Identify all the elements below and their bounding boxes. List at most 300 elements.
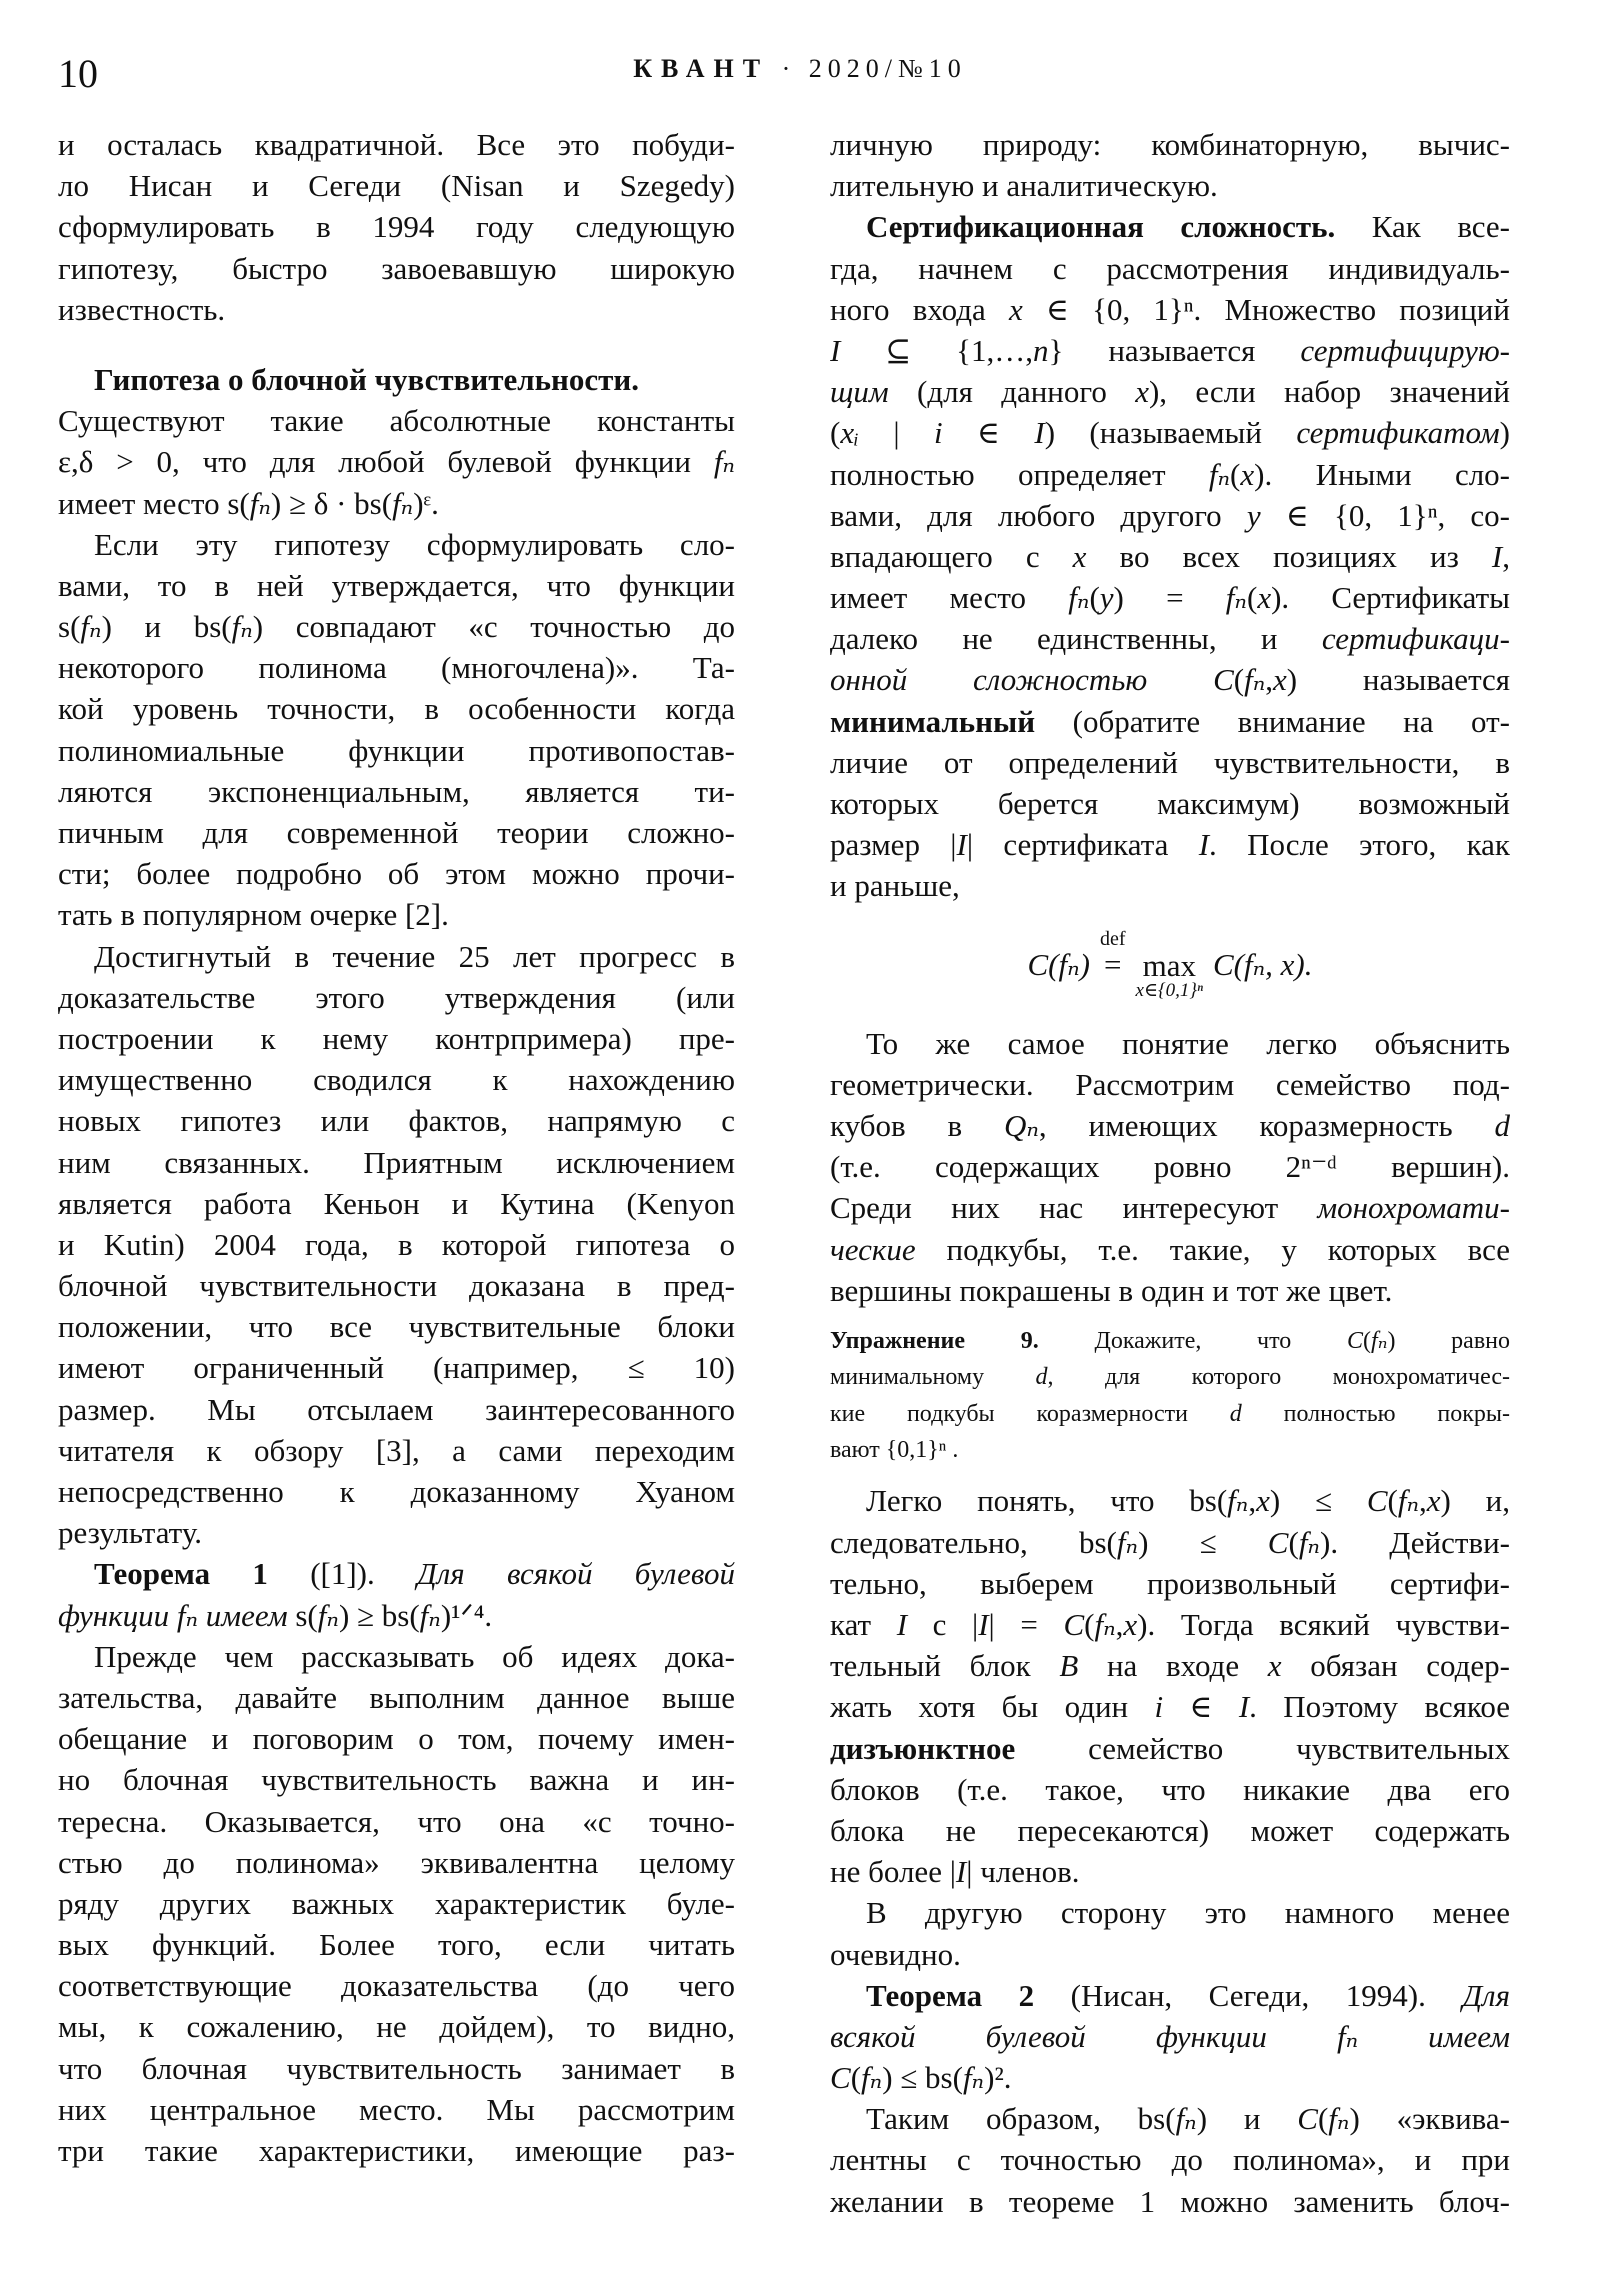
text-line: [830, 2016, 1510, 2057]
text-line: [830, 206, 1510, 247]
text: кат: [830, 1607, 897, 1642]
text: является работа Кеньон и Кутина (Kenyon: [58, 1185, 735, 1221]
text: . После этого, как: [1209, 827, 1510, 863]
text: личие от определений чувствительности, в: [830, 744, 1510, 780]
text-line: [830, 577, 1510, 618]
text: лительную и аналитическую.: [830, 168, 1218, 204]
text-line: [58, 1636, 735, 1677]
text: имеют ограниченный (например, ≤ 10): [58, 1350, 735, 1386]
italic-text: C: [1213, 662, 1234, 698]
italic-text: y: [1246, 497, 1261, 533]
italic-text: fₙ: [1227, 1483, 1249, 1519]
text-line: [830, 1480, 1510, 1521]
text-line: [58, 441, 735, 482]
text: ,: [1502, 538, 1510, 574]
italic-text: I: [956, 827, 967, 863]
text-line: [830, 2139, 1510, 2180]
text: впадающего с: [830, 538, 1073, 574]
italic-text: fₙ: [1068, 580, 1090, 616]
text-line: [58, 2089, 735, 2130]
text: желании в теореме 1 можно заменить блоч-: [830, 2183, 1510, 2219]
text-line: [58, 1306, 735, 1347]
italic-text: fₙ: [1175, 2101, 1197, 2137]
bold-text: Гипотеза о блочной чувствительности.: [94, 361, 639, 397]
formula-max-op: max: [1142, 947, 1196, 983]
italic-text: fₙ: [1116, 1524, 1139, 1560]
journal-title: КВАНТ: [633, 54, 770, 83]
text: соответствующие доказательства (до чего: [58, 1968, 735, 2004]
text-line: [830, 618, 1510, 659]
text-line: [830, 1359, 1510, 1395]
text: ) и: [1196, 2101, 1298, 2137]
text: , имеющих коразмерность: [1038, 1107, 1495, 1143]
italic-text: Для: [1462, 1977, 1510, 2013]
formula-lhs: C(fₙ): [1027, 946, 1090, 982]
italic-text: C: [1297, 2101, 1318, 2137]
italic-text: сертификаци-: [1321, 621, 1510, 657]
italic-text: d: [1035, 1364, 1048, 1391]
text: ,: [1265, 662, 1274, 698]
text-line: [58, 1718, 735, 1759]
text-line: [58, 1471, 735, 1512]
text: (: [1089, 580, 1100, 616]
text: ⊆ {1,…,: [840, 332, 1034, 368]
text-line: [58, 289, 735, 330]
text-line: [58, 1430, 735, 1471]
text: Докажите, что: [1038, 1327, 1348, 1354]
italic-text: fₙ: [1208, 456, 1231, 492]
italic-text: fₙ: [1244, 662, 1266, 698]
issue-number: · 2020/№10: [781, 54, 967, 83]
italic-text: функции fₙ имеем: [58, 1597, 296, 1633]
italic-text: i: [1154, 1689, 1164, 1725]
text: но блочная чувствительность важна и ин-: [58, 1762, 735, 1798]
italic-text: x: [1135, 374, 1149, 410]
italic-text: ческие: [830, 1231, 916, 1267]
text-line: [58, 2130, 735, 2171]
text-line: [830, 824, 1510, 865]
italic-text: сертифицирую-: [1300, 332, 1510, 368]
text: имущественно сводился к нахождению: [58, 1062, 735, 1098]
italic-text: C: [1267, 1524, 1289, 1560]
italic-text: d: [1229, 1400, 1242, 1427]
text: геометрически. Рассмотрим семейство под-: [830, 1066, 1510, 1102]
text: Прежде чем рассказывать об идеях дока-: [94, 1638, 735, 1674]
italic-text: i: [934, 415, 943, 451]
text: ,: [1248, 1483, 1257, 1519]
text: s(: [295, 1597, 318, 1633]
text: кубов в: [830, 1107, 1004, 1143]
text-line: [58, 206, 735, 247]
text: ) равно: [1387, 1327, 1510, 1354]
text: обещание и поговорим о том, почему имен-: [58, 1721, 735, 1757]
text: во всех позициях из: [1086, 538, 1492, 574]
text-line: [58, 248, 735, 289]
italic-text: fₙ: [1225, 580, 1247, 616]
italic-text: fₙ: [1094, 1607, 1116, 1642]
right-text-mid: [830, 1023, 1510, 1311]
text: ним связанных. Приятным исключением: [58, 1144, 735, 1180]
italic-text: fₙ: [1371, 1327, 1388, 1354]
italic-text: fₙ: [1298, 1524, 1320, 1560]
italic-text: y: [1099, 580, 1114, 616]
text-line: [830, 412, 1510, 453]
text-line: [58, 1183, 735, 1224]
italic-text: I: [1198, 827, 1210, 863]
italic-text: x: [1009, 291, 1023, 327]
text-line: [58, 1801, 735, 1842]
text: ∈ {0, 1}ⁿ, со-: [1260, 497, 1510, 533]
text: s(: [58, 609, 81, 645]
text: на входе: [1078, 1648, 1268, 1684]
text: зательства, давайте выполним данное выше: [58, 1679, 735, 1715]
text: известность.: [58, 291, 226, 327]
right-text-bottom: [830, 1480, 1510, 2221]
text-line: [58, 1842, 735, 1883]
text-line: [58, 853, 735, 894]
italic-text: x: [1240, 456, 1255, 492]
text-line: [830, 783, 1510, 824]
text-line: [830, 1686, 1510, 1727]
text: и раньше,: [830, 868, 960, 904]
text-line: [58, 400, 735, 441]
text-line: [830, 2057, 1510, 2098]
text: блочной чувствительности доказана в пред-: [58, 1268, 735, 1304]
bold-text: Теорема 2: [866, 1977, 1035, 2013]
text-line: [58, 1018, 735, 1059]
text: ) (называемый: [1044, 415, 1297, 451]
text: ∈: [1163, 1689, 1239, 1725]
text: | членов.: [966, 1854, 1080, 1890]
italic-text: fₙ: [80, 609, 102, 645]
italic-text: C: [1347, 1327, 1364, 1354]
text: ) =: [1113, 580, 1226, 616]
left-column: [58, 124, 735, 2171]
text: положении, что все чувствительные блоки: [58, 1309, 735, 1345]
italic-text: fₙ: [249, 485, 271, 521]
text: кой уровень точности, в особенности когда: [58, 691, 735, 727]
text-line: [830, 1563, 1510, 1604]
text: кие подкубы коразмерности: [830, 1400, 1230, 1427]
text: ,: [1419, 1483, 1427, 1519]
formula-eq: =: [1104, 947, 1122, 983]
text: | сертификата: [966, 827, 1199, 863]
italic-text: xᵢ: [840, 415, 859, 451]
italic-text: I: [978, 1607, 989, 1642]
italic-text: I: [896, 1607, 908, 1642]
text-line: [58, 1142, 735, 1183]
text-line: [830, 289, 1510, 330]
text: тельно, выберем произвольный сертифи-: [830, 1565, 1510, 1601]
text: (: [1230, 456, 1241, 492]
text: , для которого монохроматичес-: [1047, 1364, 1510, 1391]
italic-text: I: [1491, 538, 1503, 574]
text-line: [830, 454, 1510, 495]
italic-text: I: [955, 1854, 967, 1890]
text: ), если набор значений: [1148, 374, 1510, 410]
text: новых гипотез или фактов, напрямую с: [58, 1103, 735, 1139]
text-line: [58, 1347, 735, 1388]
text-line: [58, 730, 735, 771]
text-line: [58, 894, 735, 935]
text: Если эту гипотезу сформулировать сло-: [94, 526, 735, 562]
text: гипотезу, быстро завоевавшую широкую: [58, 250, 735, 286]
text: не более |: [830, 1854, 956, 1890]
text: полностью определяет: [830, 456, 1209, 492]
text: Среди них нас интересуют: [830, 1190, 1318, 1226]
text-line: [58, 2006, 735, 2047]
text: ло Нисан и Сегеди (Nisan и Szegedy): [58, 168, 735, 204]
text: (Нисан, Сегеди, 1994).: [1034, 1977, 1463, 2013]
text-line: [58, 1595, 735, 1636]
text: читателя к обзору [3], а сами переходим: [58, 1432, 735, 1468]
text: тать в популярном очерке [2].: [58, 897, 449, 933]
text: тересна. Оказывается, что она «с точно-: [58, 1803, 735, 1839]
text-line: [830, 1229, 1510, 1270]
text: } называется: [1048, 332, 1301, 368]
text-line: [58, 1265, 735, 1306]
text: . Поэтому всякое: [1249, 1689, 1510, 1725]
text-line: [58, 565, 735, 606]
text: ного входа: [830, 291, 1009, 327]
text: В другую сторону это намного менее: [866, 1895, 1510, 1931]
text: результату.: [58, 1515, 202, 1551]
text-line: [58, 688, 735, 729]
text: (: [1387, 1483, 1398, 1519]
text-line: [58, 1553, 735, 1594]
italic-text: C: [1063, 1607, 1085, 1642]
text: которых берется максимум) возможный: [830, 786, 1510, 821]
text: ) ≥ bs(: [338, 1597, 420, 1633]
text: имеет место s(: [58, 485, 250, 521]
italic-text: онной сложностью: [830, 662, 1148, 698]
text-line: [58, 1224, 735, 1265]
text: (: [850, 2060, 862, 2096]
text: )².: [984, 2060, 1012, 2096]
text: ) называется: [1286, 662, 1510, 698]
text: семейство чувствительных: [1015, 1730, 1510, 1766]
text: сти; более подробно об этом можно прочи-: [58, 856, 735, 892]
text: полностью покры-: [1241, 1400, 1510, 1427]
text-line: [58, 1759, 735, 1800]
bold-text: Упражнение 9.: [830, 1327, 1039, 1354]
text-line: [830, 1105, 1510, 1146]
text: блоков (т.е. такое, что никакие два его: [830, 1771, 1510, 1807]
italic-text: монохромати-: [1317, 1190, 1510, 1226]
text-line: [58, 812, 735, 853]
italic-text: I: [1034, 415, 1045, 451]
text-line: [58, 936, 735, 977]
text-line: [830, 1934, 1510, 1975]
formula-def: def: [1100, 928, 1126, 951]
text-line: [830, 1975, 1510, 2016]
text: далеко не единственны, и: [830, 621, 1322, 657]
text: доказательстве этого утверждения (или: [58, 979, 735, 1015]
text: ) ≤ bs(: [882, 2060, 963, 2096]
text-line: [830, 1604, 1510, 1645]
text: размер. Мы отсылаем заинтересованного: [58, 1391, 735, 1427]
text: (т.е. содержащих ровно 2ⁿ⁻ᵈ вершин).: [830, 1149, 1510, 1185]
text-line: [58, 606, 735, 647]
text-line: [58, 647, 735, 688]
text-line: [58, 1965, 735, 2006]
italic-text: fₙ: [392, 485, 414, 521]
italic-text: fₙ: [317, 1597, 339, 1633]
text-line: [830, 1323, 1510, 1359]
text-line: [830, 1023, 1510, 1064]
text-line: [830, 1851, 1510, 1892]
bold-text: Сертификационная сложность.: [866, 209, 1336, 245]
text-line: [58, 2048, 735, 2089]
text: ∈ {0, 1}ⁿ. Множество позиций: [1022, 291, 1510, 327]
text: (: [1288, 1524, 1299, 1560]
text: ляются экспоненциальным, является ти-: [58, 773, 735, 809]
formula-max: [1136, 930, 1203, 1000]
text-line: [58, 977, 735, 1018]
text-line: [830, 1810, 1510, 1851]
text: непосредственно к доказанному Хуаном: [58, 1474, 735, 1509]
paragraph-gap: [58, 330, 735, 359]
text-line: [58, 124, 735, 165]
bold-text: Теорема 1: [94, 1556, 268, 1592]
text-line: [830, 124, 1510, 165]
text: ε,δ > 0, что для любой булевой функции: [58, 444, 714, 480]
running-header: [0, 54, 1600, 84]
bold-text: минимальный: [830, 703, 1036, 739]
italic-text: fₙ: [231, 609, 253, 645]
text-line: [58, 359, 735, 400]
text: Как все-: [1335, 209, 1510, 245]
text: полиномиальные функции противопостав-: [58, 732, 735, 768]
text-line: [830, 2098, 1510, 2139]
text: тельный блок: [830, 1648, 1060, 1684]
text: некоторого полинома (многочлена)». Та-: [58, 650, 735, 686]
text: ). Тогда всякий чувстви-: [1137, 1607, 1510, 1642]
text-line: [830, 1396, 1510, 1432]
text-line: [58, 1512, 735, 1553]
text: )ᵋ.: [413, 485, 439, 521]
italic-text: B: [1059, 1648, 1079, 1684]
text-line: [830, 1270, 1510, 1311]
italic-text: fₙ: [962, 2060, 985, 2096]
italic-text: n: [1033, 332, 1049, 368]
italic-text: C: [830, 2060, 851, 2096]
text: личную природу: комбинаторную, вычис-: [830, 127, 1510, 162]
text-line: [830, 1728, 1510, 1769]
italic-text: C: [1366, 1483, 1388, 1519]
text-line: [830, 1522, 1510, 1563]
text: ([1]).: [267, 1556, 418, 1592]
text: стью до полинома» эквивалентна целому: [58, 1844, 735, 1880]
text-line: [830, 1769, 1510, 1810]
italic-text: fₙ: [1328, 2101, 1350, 2137]
text-line: [58, 1059, 735, 1100]
text: ) ≥ δ · bs(: [270, 485, 393, 521]
text: построении к нему контрпримера) пре-: [58, 1020, 735, 1056]
text: гда, начнем с рассмотрения индивидуаль-: [830, 250, 1510, 286]
text: сформулировать в 1994 году следующую: [58, 209, 735, 245]
right-column: [830, 124, 1510, 2222]
italic-text: I: [1238, 1689, 1250, 1725]
text: Существуют такие абсолютные константы: [58, 403, 735, 439]
text: Таким образом, bs(: [866, 2101, 1176, 2137]
text: ряду других важных характеристик буле-: [58, 1885, 735, 1921]
text: Достигнутый в течение 25 лет прогресс в: [94, 938, 735, 974]
text: мы, к сожалению, не дойдем), то видно,: [58, 2009, 735, 2045]
text: ) «эквива-: [1349, 2101, 1510, 2137]
right-text-top: [830, 124, 1510, 907]
text-line: [830, 2181, 1510, 2222]
text-line: [58, 165, 735, 206]
italic-text: I: [830, 332, 841, 368]
text: пичным для современной теории сложно-: [58, 815, 735, 850]
text: имеет место: [830, 580, 1069, 616]
italic-text: сертификатом: [1296, 415, 1500, 451]
text: ) ≤: [1269, 1483, 1367, 1519]
text: [1147, 662, 1213, 697]
italic-text: x: [1267, 1648, 1282, 1684]
text: размер |: [830, 827, 957, 863]
italic-text: Для всякой булевой: [417, 1556, 735, 1592]
text: ) и bs(: [101, 609, 232, 645]
text: следовательно, bs(: [830, 1524, 1117, 1560]
text: | =: [988, 1607, 1064, 1642]
text: То же самое понятие легко объяснить: [866, 1025, 1510, 1061]
text-line: [58, 1883, 735, 1924]
text-line: [830, 330, 1510, 371]
text: ): [1499, 415, 1510, 451]
text: вают {0,1}ⁿ .: [830, 1437, 959, 1464]
text-line: [58, 524, 735, 565]
text: ,: [1115, 1607, 1124, 1642]
italic-text: x: [1123, 1607, 1138, 1642]
text-line: [830, 1892, 1510, 1933]
text: и осталась квадратичной. Все это побуди-: [58, 127, 735, 162]
text: лентны с точностью до полинома», и при: [830, 2142, 1510, 2178]
text-line: [58, 1924, 735, 1965]
text: (обратите внимание на от-: [1035, 703, 1510, 739]
italic-text: Qₙ: [1003, 1107, 1039, 1143]
text-line: [58, 771, 735, 812]
italic-text: x: [1256, 1483, 1270, 1519]
text: и Kutin) 2004 года, в которой гипотеза о: [58, 1226, 735, 1262]
italic-text: fₙ: [419, 1597, 441, 1633]
text: (для данного: [888, 374, 1136, 410]
text: ) и,: [1440, 1483, 1510, 1519]
text-line: [830, 1064, 1510, 1105]
formula-def-equals: [1100, 929, 1126, 1000]
text-line: [830, 1432, 1510, 1468]
text-line: [830, 536, 1510, 577]
italic-text: x: [1072, 538, 1087, 574]
text-line: [58, 1389, 735, 1430]
italic-text: щим: [830, 374, 889, 410]
italic-text: fₙ: [861, 2060, 883, 2096]
text-line: [830, 701, 1510, 742]
text-line: [58, 483, 735, 524]
text-line: [830, 248, 1510, 289]
text: минимальному: [830, 1364, 1036, 1391]
text: ). Сертификаты: [1271, 580, 1510, 616]
text-line: [830, 1187, 1510, 1228]
text: (: [1233, 662, 1245, 698]
text: Легко понять, что bs(: [866, 1483, 1228, 1519]
text-line: [830, 865, 1510, 906]
text: (: [1317, 2101, 1329, 2137]
text: что блочная чувствительность занимает в: [58, 2050, 735, 2086]
text: ) совпадают «с точностью до: [252, 609, 735, 645]
text-line: [830, 742, 1510, 783]
